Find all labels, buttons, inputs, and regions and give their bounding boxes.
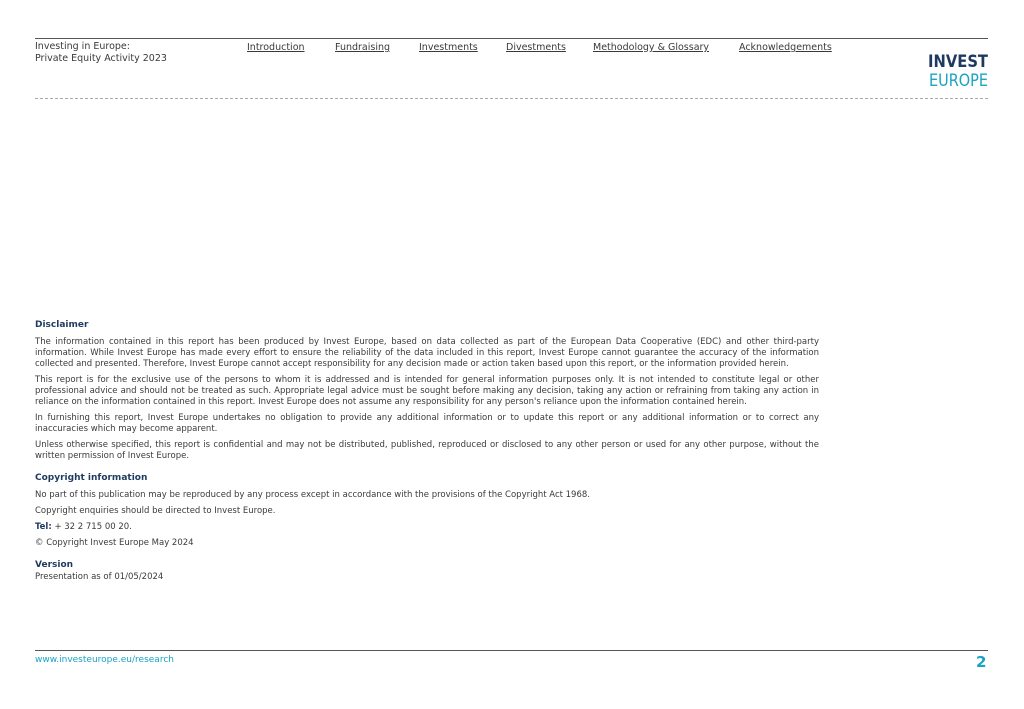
report-title-line1: Investing in Europe: xyxy=(35,41,130,52)
main-content xyxy=(35,320,819,588)
tel-label: Tel: xyxy=(35,522,52,532)
copyright-tel xyxy=(35,522,819,533)
page-number: 2 xyxy=(976,653,987,671)
tel-value: + 32 2 715 00 20. xyxy=(51,522,132,532)
header-top-rule xyxy=(35,38,988,39)
copyright-heading: Copyright information xyxy=(35,473,148,483)
nav-investments[interactable]: Investments xyxy=(419,42,478,53)
copyright-line: No part of this publication may be reproduced by any process except in accordance with the provisions of the Copyright Act 1968. xyxy=(35,490,590,500)
copyright-notice: © Copyright Invest Europe May 2024 xyxy=(35,538,194,548)
disclaimer-paragraph: The information contained in this report has been produced by Invest Europe, based on data collected as part of the European Data Cooperative (EDC) and other third-party information. While Invest Europe has made every effort to ensure the reliability of the data included in this report, Invest Europe cannot guarantee the accuracy of the information collected and presented. Therefore, Invest Europe cannot accept responsibility for any decision made or action taken based upon this report, or the information provided herein. xyxy=(35,337,819,369)
nav-introduction[interactable]: Introduction xyxy=(247,42,305,53)
disclaimer-paragraph: Unless otherwise specified, this report is confidential and may not be distributed, published, reproduced or disclosed to any other person or used for any other purpose, without the written permission of Invest Europe. xyxy=(35,440,819,461)
nav-divestments[interactable]: Divestments xyxy=(506,42,566,53)
logo-europe-text: EUROPE xyxy=(929,71,988,91)
footer-research-link[interactable]: www.investeurope.eu/research xyxy=(35,655,174,665)
disclaimer-heading: Disclaimer xyxy=(35,320,89,330)
version-text: Presentation as of 01/05/2024 xyxy=(35,572,164,582)
nav-fundraising[interactable]: Fundraising xyxy=(335,42,391,53)
nav-methodology-glossary[interactable]: Methodology & Glossary xyxy=(593,42,710,53)
nav-acknowledgements[interactable]: Acknowledgements xyxy=(739,42,832,53)
invest-europe-logo xyxy=(928,50,990,91)
disclaimer-paragraph: This report is for the exclusive use of the persons to whom it is addressed and is intended for general information purposes only. It is not intended to constitute legal or other professional advice and should not be treated as such. Appropriate legal advice must be sought before making any decision, taking any action or refraining from taking any action in reliance on the information contained in this report. Invest Europe does not assume any responsibility for any person's reliance upon the information contained herein. xyxy=(35,375,819,407)
disclaimer-paragraph: In furnishing this report, Invest Europe undertakes no obligation to provide any additional information or to update this report or any additional information or to correct any inaccuracies which may become apparent. xyxy=(35,413,819,434)
footer-rule xyxy=(35,650,988,651)
header-divider xyxy=(35,98,988,99)
report-title-line2: Private Equity Activity 2023 xyxy=(35,53,167,64)
report-title xyxy=(35,41,167,65)
logo-invest-text: INVEST xyxy=(928,52,989,72)
copyright-enquiries: Copyright enquiries should be directed to Invest Europe. xyxy=(35,506,276,516)
version-heading: Version xyxy=(35,560,74,570)
